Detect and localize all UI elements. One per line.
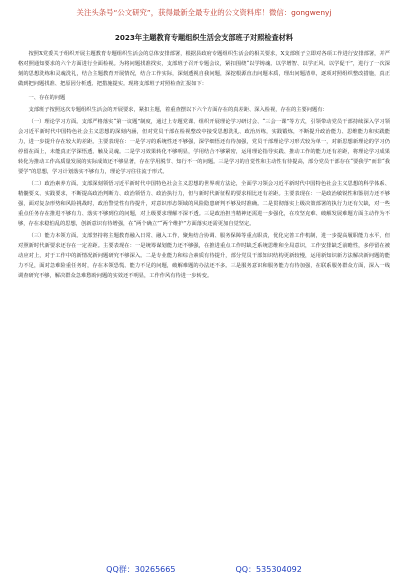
section-intro-paragraph: 支部班子按照这次专题组织生活会的开展要求，紧扣主题，着重查摆以下六个方面存在的真差距、深入检视，存在的主要问题有：	[28, 107, 328, 113]
body-paragraph-theory: （一）理论学习方面。支部严格落实“第一议题”制度，通过上专题党课、组织开展理论学习研讨会、“三会一课”等方式，引领带动党员干部持续深入学习领会习近平新时代中国特色社会主义思想的深刻内涵，但对党员干部在检视整改中接受思想洗礼、政治历练，实践锻炼，不断提升政治能力、思维能力和实践能力，进一步提升存在较大的差距。主要表现在：一是学习的系统性还不够强，深学细悟还有待加强，党员干部理论学习形式较为单一，对新思想新理论的学习仍停留在面上，未能真正学深悟透、触及灵魂。二是学习效果转化不够明显，学用结合不够紧密，运用理论指导实践、推动工作的能力还有差距，将理论学习成果转化为推动工作高质量发展的实际成效还不够显著，存在学用脱节、知行不一的问题。三是学习的自觉性和主动性有待提高，部分党员干部存在“要我学”而非“我要学”的思想，学习计划落实不够有力，理论学习往往流于形式。	[18, 119, 390, 175]
body-paragraph-ability: （三）能力本领方面。支部坚持将主题教育融入日常、融入工作，聚焦结合协调、服务保障等重点职责，优化完善工作机制，进一步提高履职能力水平，但对照新时代新要求还存在一定差距。主要表现在：一是统筹谋划能力还不够强，在推进重点工作时缺乏系统思维和全局意识，工作安排缺乏前瞻性，多停留在被动应对上，对于工作中的新情况新问题研究不够深入。二是专业能力和综合素质有待提升，部分党员干部知识结构更新较慢，运用新知识新方法解决新问题的能力不足，面对急难险重任务时，存在本领恐慌、能力不足的问题，破解难题的办法还不多。三是服务意识和服务能力有待加强，在联系服务群众方面，深入一线调查研究不够，解决群众急难愁盼问题的实效还不明显，工作作风有待进一步转变。	[18, 233, 390, 279]
footer-contact	[0, 558, 408, 580]
banner-text: 关注头条号“公文研究”，获得最新全最专业的公文资料库！微信：gongwenyj	[76, 7, 332, 17]
body-paragraph-politics: （二）政治素养方面。支部深刻领悟习近平新时代中国特色社会主义思想的世界观方法论，全面学习领会习近平新时代中国特色社会主义思想的科学体系、精髓要义、实践要求，不断提高政治判断力、政治领悟力、政治执行力，但与新时代新征程的要求相比还有差距。主要表现在：一是政治敏锐性和鉴别力还不够强，面对复杂形势和风险挑战时，政治警觉性有待提升，对意识形态领域的风险隐患研判不够及时准确。二是贯彻落实上级决策部署的执行力还有欠缺，对一些重点任务存在推进不够有力、落实不够到位的问题，对上级要求理解不深不透。三是政治担当精神还需进一步强化，在攻坚克难、破解发展难题方面主动作为不够，存在求稳怕乱的思想，创新意识有待增强，在“两个确立”“两个维护”方面落实还需更加自觉坚定。	[18, 181, 390, 227]
document-title: 2023年主题教育专题组织生活会支部班子对照检查材料	[114, 33, 294, 42]
top-banner	[0, 0, 408, 24]
qq-text: QQ：535304092	[235, 564, 302, 574]
intro-paragraph: 按照X党委关于组织开展主题教育专题组织生活会的总体安排部署，根据县政府专题组织生活会的相关要求，X支部班子立即对各项工作进行安排部署，并严格对照通知要求的六个方面进行全面检视。为将问题找准找实，支部班子召开专题会议，紧扣围绕“以学铸魂、以学增智、以学正风、以学促干”，进行了一次深刻的思想洗练和灵魂洗礼，结合主题教育开展情况，结合工作实际，深刻透视自我问题，深挖根源直击问题本质，理出问题清单，逐项对照组织整改措施，真正做到把问题找准、把原因分析透、把措施提实。现将支部班子对照检查汇报如下：	[18, 51, 390, 87]
document-page	[18, 30, 390, 550]
section-heading: 一、存在的问题	[28, 95, 66, 101]
qq-group-text: QQ群：30265665	[106, 564, 176, 574]
